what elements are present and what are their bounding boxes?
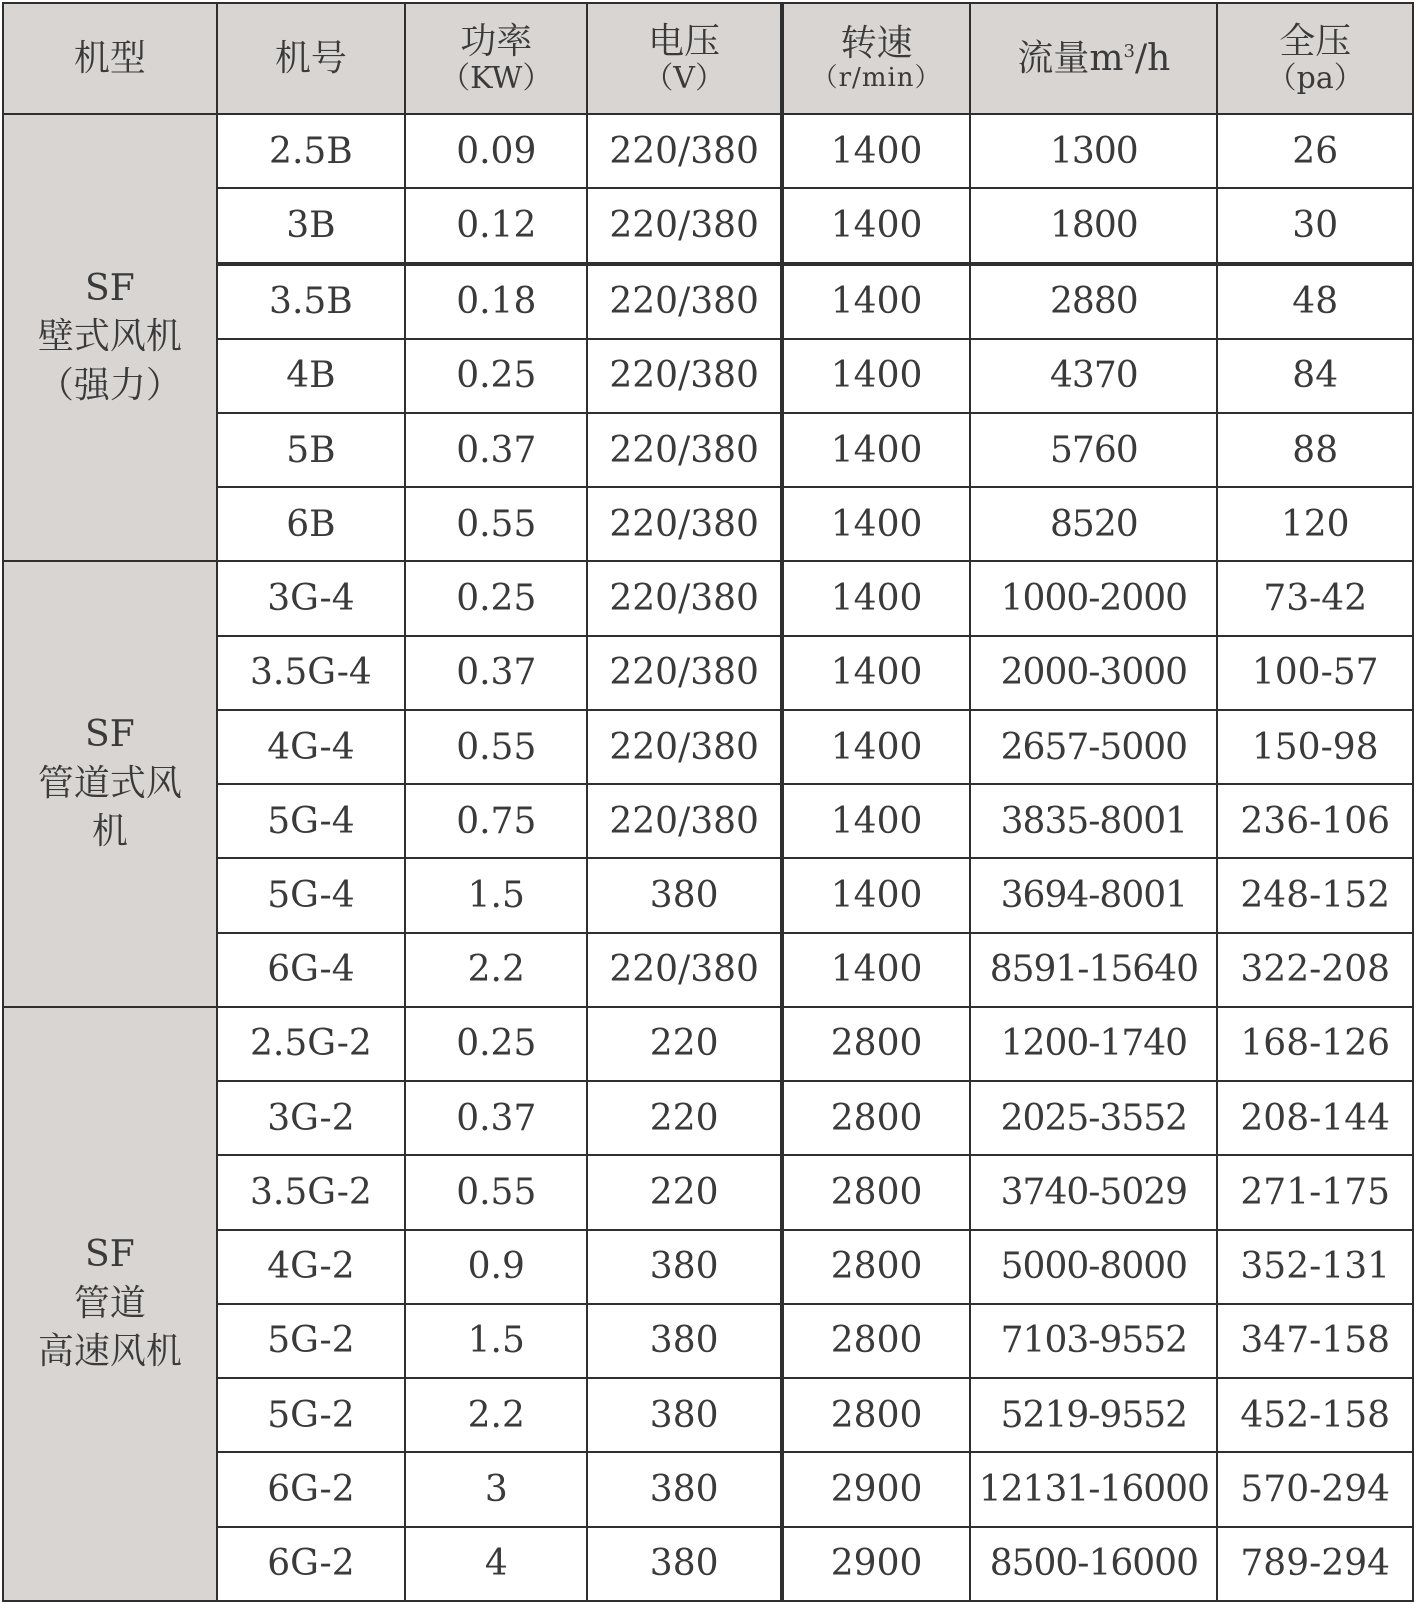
cell-speed: 1400	[782, 710, 970, 784]
cell-power: 0.37	[405, 413, 587, 487]
cell-pressure: 30	[1217, 188, 1413, 263]
cell-power: 0.55	[405, 710, 587, 784]
cell-power: 1.5	[405, 858, 587, 932]
cell-model: 4G-4	[217, 710, 405, 784]
cell-power: 4	[405, 1527, 587, 1601]
cell-model: 4B	[217, 339, 405, 413]
header-pressure: 全压 （pa）	[1217, 3, 1413, 114]
cell-model: 6G-2	[217, 1527, 405, 1601]
cell-power: 3	[405, 1452, 587, 1526]
group-label-line: SF	[85, 267, 135, 309]
cell-pressure: 120	[1217, 487, 1413, 561]
group-label-line: SF	[85, 714, 135, 756]
cell-voltage: 380	[587, 1378, 781, 1452]
header-voltage: 电压 （V）	[587, 3, 781, 114]
cell-flow: 5000-8000	[970, 1230, 1217, 1304]
group-label-line: （强力）	[37, 365, 182, 407]
cell-voltage: 220/380	[587, 114, 781, 188]
cell-voltage: 380	[587, 1230, 781, 1304]
cell-pressure: 322-208	[1217, 933, 1413, 1007]
cell-speed: 2900	[782, 1452, 970, 1526]
cell-model: 6G-2	[217, 1452, 405, 1526]
header-flow: 流量$m^3/h$	[970, 3, 1217, 114]
cell-model: 3B	[217, 188, 405, 263]
cell-speed: 2800	[782, 1081, 970, 1155]
group-label	[3, 114, 217, 561]
cell-flow: 5760	[970, 413, 1217, 487]
cell-pressure: 100-57	[1217, 636, 1413, 710]
group-label-line: SF	[85, 1234, 135, 1276]
group-label-line: 壁式风机	[37, 316, 182, 358]
cell-model: 3.5G-2	[217, 1155, 405, 1229]
cell-power: 0.55	[405, 1155, 587, 1229]
cell-flow: 8520	[970, 487, 1217, 561]
cell-voltage: 220/380	[587, 710, 781, 784]
header-speed: 转速 （r/min）	[782, 3, 970, 114]
cell-flow: 2025-3552	[970, 1081, 1217, 1155]
cell-pressure: 208-144	[1217, 1081, 1413, 1155]
table-row	[3, 561, 1413, 635]
cell-pressure: 88	[1217, 413, 1413, 487]
cell-speed: 2900	[782, 1527, 970, 1601]
cell-flow: 12131-16000	[970, 1452, 1217, 1526]
cell-flow: 3694-8001	[970, 858, 1217, 932]
cell-model: 3G-4	[217, 561, 405, 635]
cell-speed: 1400	[782, 636, 970, 710]
cell-voltage: 380	[587, 1304, 781, 1378]
cell-model: 3.5B	[217, 264, 405, 339]
cell-voltage: 220/380	[587, 413, 781, 487]
header-power-unit: （KW）	[440, 60, 553, 96]
header-voltage-unit: （V）	[643, 60, 725, 96]
fan-spec-table	[2, 2, 1414, 1602]
cell-flow: 3835-8001	[970, 784, 1217, 858]
cell-power: 0.37	[405, 636, 587, 710]
cell-voltage: 380	[587, 1452, 781, 1526]
cell-voltage: 220/380	[587, 784, 781, 858]
cell-pressure: 352-131	[1217, 1230, 1413, 1304]
cell-speed: 1400	[782, 413, 970, 487]
cell-voltage: 220/380	[587, 487, 781, 561]
cell-pressure: 73-42	[1217, 561, 1413, 635]
cell-pressure: 150-98	[1217, 710, 1413, 784]
cell-power: 0.18	[405, 264, 587, 339]
cell-flow: 3740-5029	[970, 1155, 1217, 1229]
header-pressure-unit: （pa）	[1266, 60, 1364, 96]
cell-voltage: 220/380	[587, 264, 781, 339]
cell-pressure: 271-175	[1217, 1155, 1413, 1229]
table-header	[3, 3, 1413, 114]
cell-pressure: 236-106	[1217, 784, 1413, 858]
cell-power: 0.09	[405, 114, 587, 188]
header-flow-unit: /h	[1134, 37, 1171, 79]
cell-model: 5G-4	[217, 858, 405, 932]
cell-speed: 1400	[782, 264, 970, 339]
table-body	[3, 114, 1413, 1601]
cell-speed: 2800	[782, 1007, 970, 1081]
cell-speed: 1400	[782, 561, 970, 635]
cell-voltage: 220/380	[587, 339, 781, 413]
cell-pressure: 48	[1217, 264, 1413, 339]
cell-flow: 1000-2000	[970, 561, 1217, 635]
cell-voltage: 220/380	[587, 188, 781, 263]
group-label	[3, 1007, 217, 1601]
cell-model: 5G-2	[217, 1378, 405, 1452]
cell-speed: 1400	[782, 784, 970, 858]
cell-power: 0.75	[405, 784, 587, 858]
header-speed-unit: （r/min）	[811, 63, 942, 94]
cell-flow: 2000-3000	[970, 636, 1217, 710]
cell-power: 0.25	[405, 561, 587, 635]
cell-flow: 2657-5000	[970, 710, 1217, 784]
cell-speed: 2800	[782, 1304, 970, 1378]
cell-speed: 1400	[782, 339, 970, 413]
cell-pressure: 168-126	[1217, 1007, 1413, 1081]
group-label-line: 机	[91, 811, 128, 853]
cell-power: 0.37	[405, 1081, 587, 1155]
cell-model: 2.5B	[217, 114, 405, 188]
cell-pressure: 789-294	[1217, 1527, 1413, 1601]
header-flow-sup: 3	[1123, 40, 1135, 62]
cell-model: 5B	[217, 413, 405, 487]
cell-voltage: 220	[587, 1081, 781, 1155]
cell-flow: 2880	[970, 264, 1217, 339]
cell-flow: 1200-1740	[970, 1007, 1217, 1081]
cell-flow: 5219-9552	[970, 1378, 1217, 1452]
cell-pressure: 452-158	[1217, 1378, 1413, 1452]
cell-flow: 4370	[970, 339, 1217, 413]
table-row	[3, 114, 1413, 188]
cell-flow: 1800	[970, 188, 1217, 263]
cell-speed: 1400	[782, 188, 970, 263]
cell-speed: 1400	[782, 933, 970, 1007]
cell-model: 3.5G-4	[217, 636, 405, 710]
cell-pressure: 347-158	[1217, 1304, 1413, 1378]
cell-flow: 7103-9552	[970, 1304, 1217, 1378]
cell-pressure: 570-294	[1217, 1452, 1413, 1526]
group-label-line: 高速风机	[37, 1331, 182, 1373]
cell-pressure: 84	[1217, 339, 1413, 413]
header-type: 机型	[3, 3, 217, 114]
cell-power: 0.25	[405, 1007, 587, 1081]
cell-flow: 1300	[970, 114, 1217, 188]
cell-speed: 2800	[782, 1230, 970, 1304]
cell-model: 2.5G-2	[217, 1007, 405, 1081]
cell-pressure: 248-152	[1217, 858, 1413, 932]
cell-speed: 1400	[782, 114, 970, 188]
group-label-line: 管道式风	[37, 762, 182, 804]
cell-power: 0.12	[405, 188, 587, 263]
cell-voltage: 220/380	[587, 636, 781, 710]
group-label-line: 管道	[73, 1282, 146, 1324]
cell-power: 0.55	[405, 487, 587, 561]
cell-flow: 8500-16000	[970, 1527, 1217, 1601]
header-model: 机号	[217, 3, 405, 114]
cell-pressure: 26	[1217, 114, 1413, 188]
table-row	[3, 1007, 1413, 1081]
cell-speed: 1400	[782, 487, 970, 561]
cell-power: 1.5	[405, 1304, 587, 1378]
cell-power: 0.25	[405, 339, 587, 413]
cell-voltage: 220/380	[587, 561, 781, 635]
cell-voltage: 380	[587, 858, 781, 932]
cell-voltage: 220	[587, 1007, 781, 1081]
header-row	[3, 3, 1413, 114]
cell-model: 6G-4	[217, 933, 405, 1007]
cell-voltage: 380	[587, 1527, 781, 1601]
cell-power: 2.2	[405, 1378, 587, 1452]
cell-voltage: 220/380	[587, 933, 781, 1007]
cell-flow: 8591-15640	[970, 933, 1217, 1007]
cell-speed: 1400	[782, 858, 970, 932]
group-label	[3, 561, 217, 1006]
cell-model: 6B	[217, 487, 405, 561]
cell-speed: 2800	[782, 1378, 970, 1452]
cell-model: 3G-2	[217, 1081, 405, 1155]
header-power: 功率 （KW）	[405, 3, 587, 114]
cell-speed: 2800	[782, 1155, 970, 1229]
cell-power: 0.9	[405, 1230, 587, 1304]
cell-power: 2.2	[405, 933, 587, 1007]
cell-model: 5G-4	[217, 784, 405, 858]
cell-model: 5G-2	[217, 1304, 405, 1378]
cell-voltage: 220	[587, 1155, 781, 1229]
cell-model: 4G-2	[217, 1230, 405, 1304]
